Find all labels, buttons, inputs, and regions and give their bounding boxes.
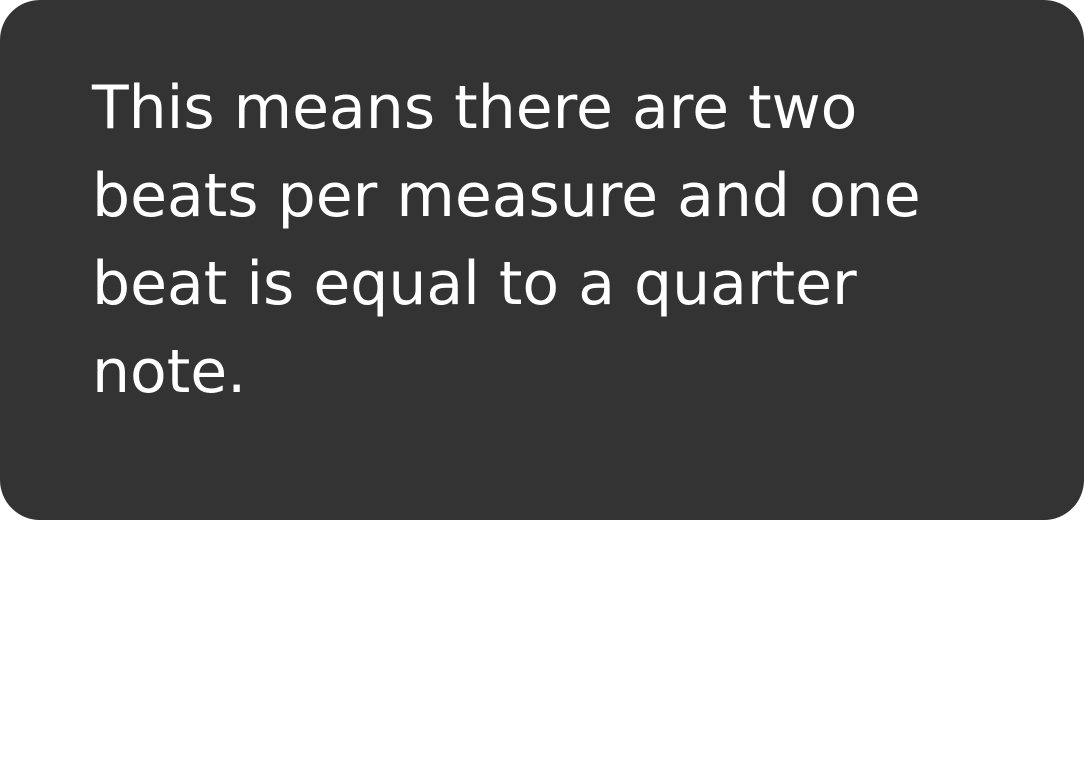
message-text: This means there are two beats per measure and one beat is equal to a quarter note.: [92, 73, 921, 407]
